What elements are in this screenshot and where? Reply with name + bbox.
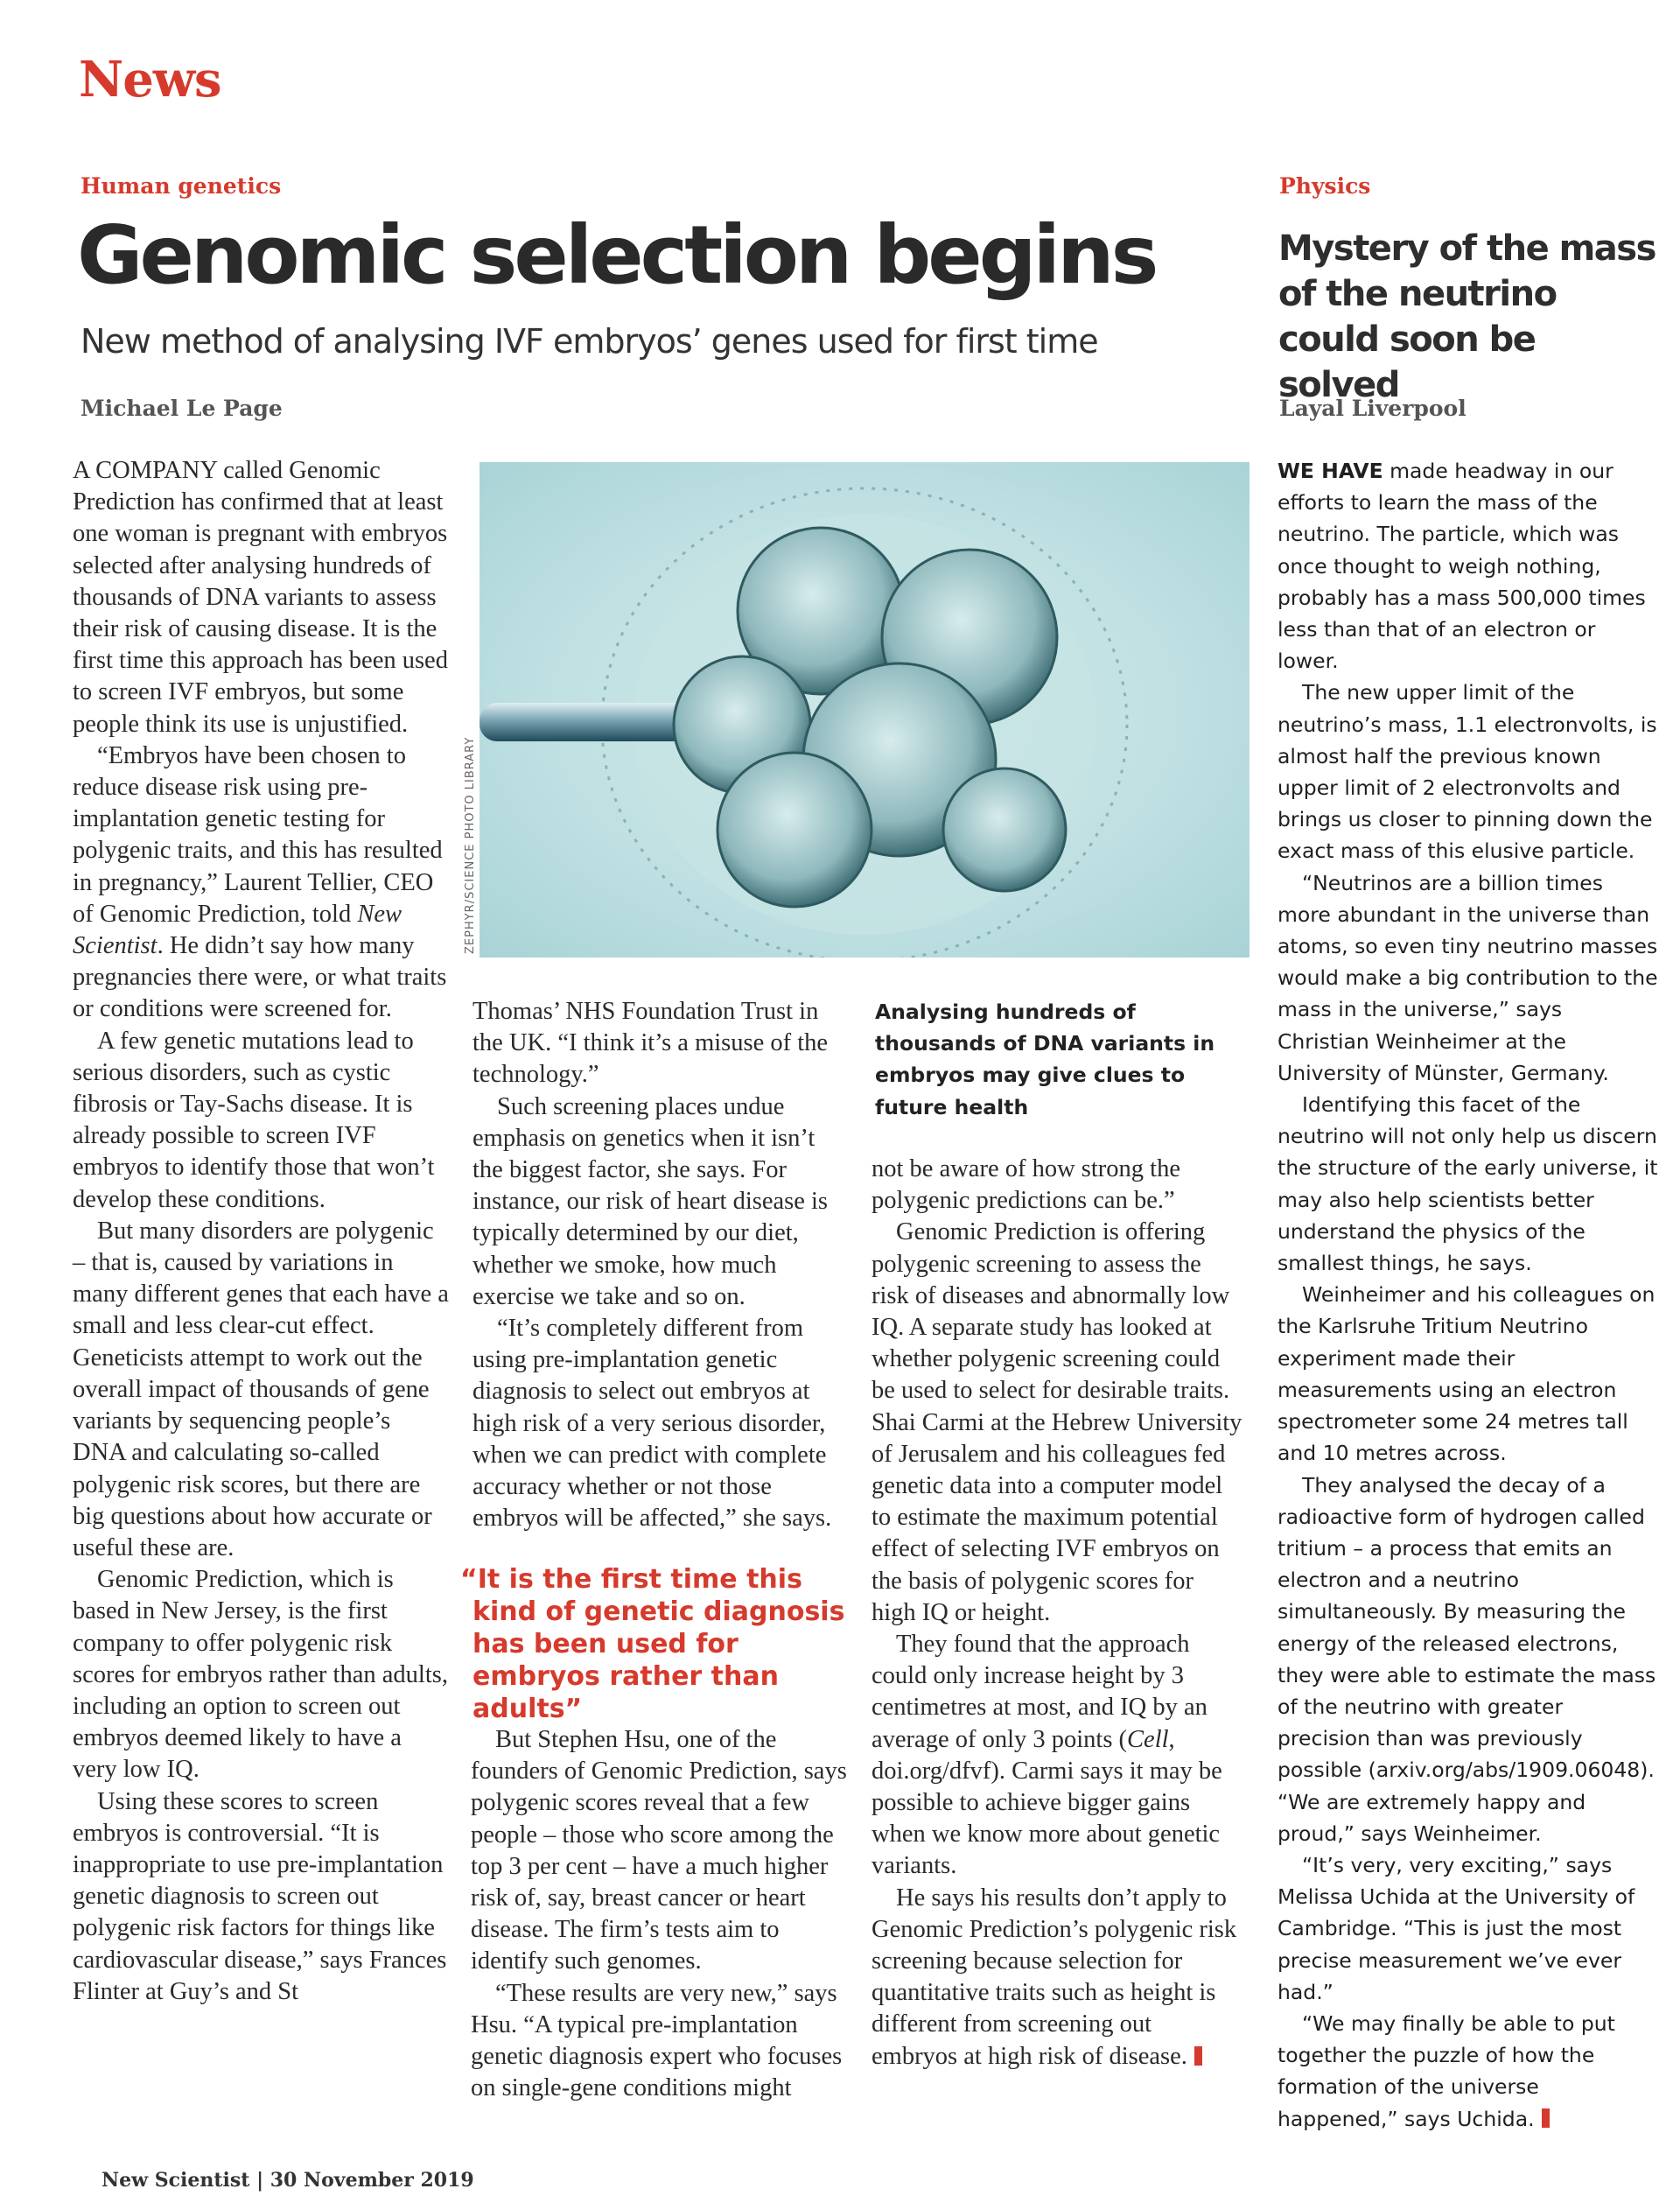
article-column-1	[73, 455, 449, 2008]
paragraph: Such screening places undue emphasis on genetics when it isn’t the biggest factor, she says. For instance, our risk of heart disease is typically determined by our diet, whether we smoke, how much exercise we take and so on.	[472, 1092, 828, 1310]
journal-name: Cell	[1127, 1725, 1169, 1753]
paragraph: A few genetic mutations lead to serious disorders, such as cystic fibrosis or Tay-Sachs disease. It is already possible to screen IVF embryos to identify those that won’t develop these conditions.	[73, 1027, 435, 1213]
paragraph: “It’s very, very exciting,” says Melissa Uchida at the University of Cambridge. “This is just the most precise measurement we’ve ever had.”	[1278, 1852, 1635, 2004]
paragraph: not be aware of how strong the polygenic predictions can be.”	[872, 1155, 1180, 1215]
paragraph: The new upper limit of the neutrino’s mass, 1.1 electronvolts, is almost half the previous known upper limit of 2 electronvolts and brings us closer to pinning down the exact mass of this elusive particle.	[1278, 680, 1657, 864]
paragraph: “These results are very new,” says Hsu. “A typical pre-implantation genetic diagnosis expert who focuses on single-gene conditions might	[471, 1979, 843, 2102]
paragraph: Thomas’ NHS Foundation Trust in the UK. “I think it’s a misuse of the technology.”	[472, 998, 829, 1089]
paragraph: Using these scores to screen embryos is controversial. “It is inappropriate to use pre-implantation genetic diagnosis to screen out polygenic risk factors for things like cardiovascular disease,” says Frances Flinter at Guy’s and St	[73, 1787, 447, 2005]
footer-date: 30 November 2019	[270, 2169, 474, 2192]
paragraph: But Stephen Hsu, one of the founders of Genomic Prediction, says polygenic scores reveal that a few people – those who score among the top 3 per cent – have a much higher risk of, say, breast cancer or heart disease. The firm’s tests aim to identify such genomes.	[471, 1726, 847, 1975]
side-title: Mystery of the mass of the neutrino could soon be solved	[1278, 228, 1656, 405]
photo-credit: ZEPHYR/SCIENCE PHOTO LIBRARY	[464, 736, 477, 954]
footer-publication: New Scientist	[102, 2169, 250, 2192]
end-mark	[1542, 2108, 1550, 2128]
article-title: Genomic selection begins	[77, 208, 1156, 302]
paragraph: Identifying this facet of the neutrino will not only help us discern the structure of the early universe, it may also help scientists better understand the physics of the smallest things, he says.	[1278, 1092, 1658, 1276]
photo-caption: Analysing hundreds of thousands of DNA variants in embryos may give clues to future health	[875, 1000, 1215, 1119]
paragraph: “We may finally be able to put together the puzzle of how the formation of the universe happened,” says Uchida.	[1278, 2010, 1615, 2131]
embryo-photo	[480, 462, 1250, 958]
article-column-3	[872, 1154, 1243, 2073]
side-body	[1278, 455, 1659, 2135]
side-byline: Layal Liverpool	[1279, 396, 1466, 421]
paragraph: But many disorders are polygenic – that is, caused by variations in many different genes that each have a small and less clear-cut effect. Geneticists attempt to work out the overall impact of thousands of gene variants by sequencing people’s DNA and calculating so-called polygenic risk scores, but there are big questions about how accurate or useful these are.	[73, 1217, 449, 1561]
paragraph: A COMPANY called Genomic Prediction has confirmed that at least one woman is pregnant with embryos selected after analysing hundreds of thousands of DNA variants to assess their risk of causing disease. It is the first time this approach has been used to screen IVF embryos, but some people think its use is unjustified.	[73, 457, 448, 738]
paragraph: “Neutrinos are a billion times more abundant in the universe than atoms, so even tiny neutrino masses would make a big contribution to the mass in the universe,” says Christian Weinheimer at the University of Münster, Germany.	[1278, 870, 1658, 1085]
article-byline: Michael Le Page	[80, 396, 283, 421]
article-standfirst: New method of analysing IVF embryos’ genes used for first time	[80, 322, 1098, 361]
pull-quote: “It is the first time this kind of genetic diagnosis has been used for embryos rather than adults”	[460, 1564, 845, 1724]
paragraph: They analysed the decay of a radioactive form of hydrogen called tritium – a process that emits an electron and a neutrino simultaneously. By measuring the energy of the released electrons, they were able to estimate the mass of the neutrino with greater precision than was previously possible (arxiv.org/abs/1909.06048). “We are extremely happy and proud,” says Weinheimer.	[1278, 1472, 1656, 1846]
paragraph: WE HAVE made headway in our efforts to learn the mass of the neutrino. The particle, which was once thought to weigh nothing, probably has a mass 500,000 times less than that of an electron or lower.	[1278, 459, 1646, 674]
section-label: News	[79, 51, 221, 109]
publication-name: New Scientist	[73, 900, 402, 960]
article-kicker: Human genetics	[80, 173, 282, 199]
paragraph: Genomic Prediction is offering polygenic screening to assess the risk of diseases and abnormally low IQ. A separate study has looked at whether polygenic screening could be used to select for desirable traits. Shai Carmi at the Hebrew University of Jerusalem and his colleagues fed genetic data into a computer model to estimate the maximum potential effect of selecting IVF embryos on the basis of polygenic scores for high IQ or height.	[872, 1218, 1242, 1626]
article-column-2-continued	[471, 1724, 847, 2104]
paragraph: Genomic Prediction, which is based in New Jersey, is the first company to offer polygenic risk scores for embryos rather than adults, including an option to screen out embryos deemed likely to have a very low IQ.	[73, 1566, 448, 1784]
paragraph: They found that the approach could only increase height by 3 centimetres at most, and IQ by an average of only 3 points (Cell, doi.org/dfvf). Carmi says it may be possible to achieve bigger gains when we know more about genetic variants.	[872, 1631, 1222, 1880]
footer-separator: |	[249, 2169, 270, 2192]
page-footer	[102, 2169, 474, 2192]
paragraph: “Embryos have been chosen to reduce disease risk using pre-implantation genetic testing for polygenic traits, and this has resulted in pregnancy,” Laurent Tellier, CEO of Genomic Prediction, told New Scientist. He didn’t say how many pregnancies there were, or what traits or conditions were screened for.	[73, 741, 447, 1023]
article-column-2	[472, 996, 849, 1534]
side-kicker: Physics	[1279, 173, 1371, 199]
end-mark	[1194, 2046, 1202, 2066]
paragraph: “It’s completely different from using pre-implantation genetic diagnosis to select out embryos at high risk of a very serious disorder, when we can predict with complete accuracy whether or not those embryos will be affected,” she says.	[472, 1315, 832, 1533]
paragraph: He says his results don’t apply to Genomic Prediction’s polygenic risk screening because selection for quantitative traits such as height is different from screening out embryos at high risk of disease.	[872, 1884, 1237, 2070]
paragraph: Weinheimer and his colleagues on the Karlsruhe Tritium Neutrino experiment made their measurements using an electron spectrometer some 24 metres tall and 10 metres across.	[1278, 1282, 1656, 1466]
embryo-illustration	[480, 462, 1250, 958]
